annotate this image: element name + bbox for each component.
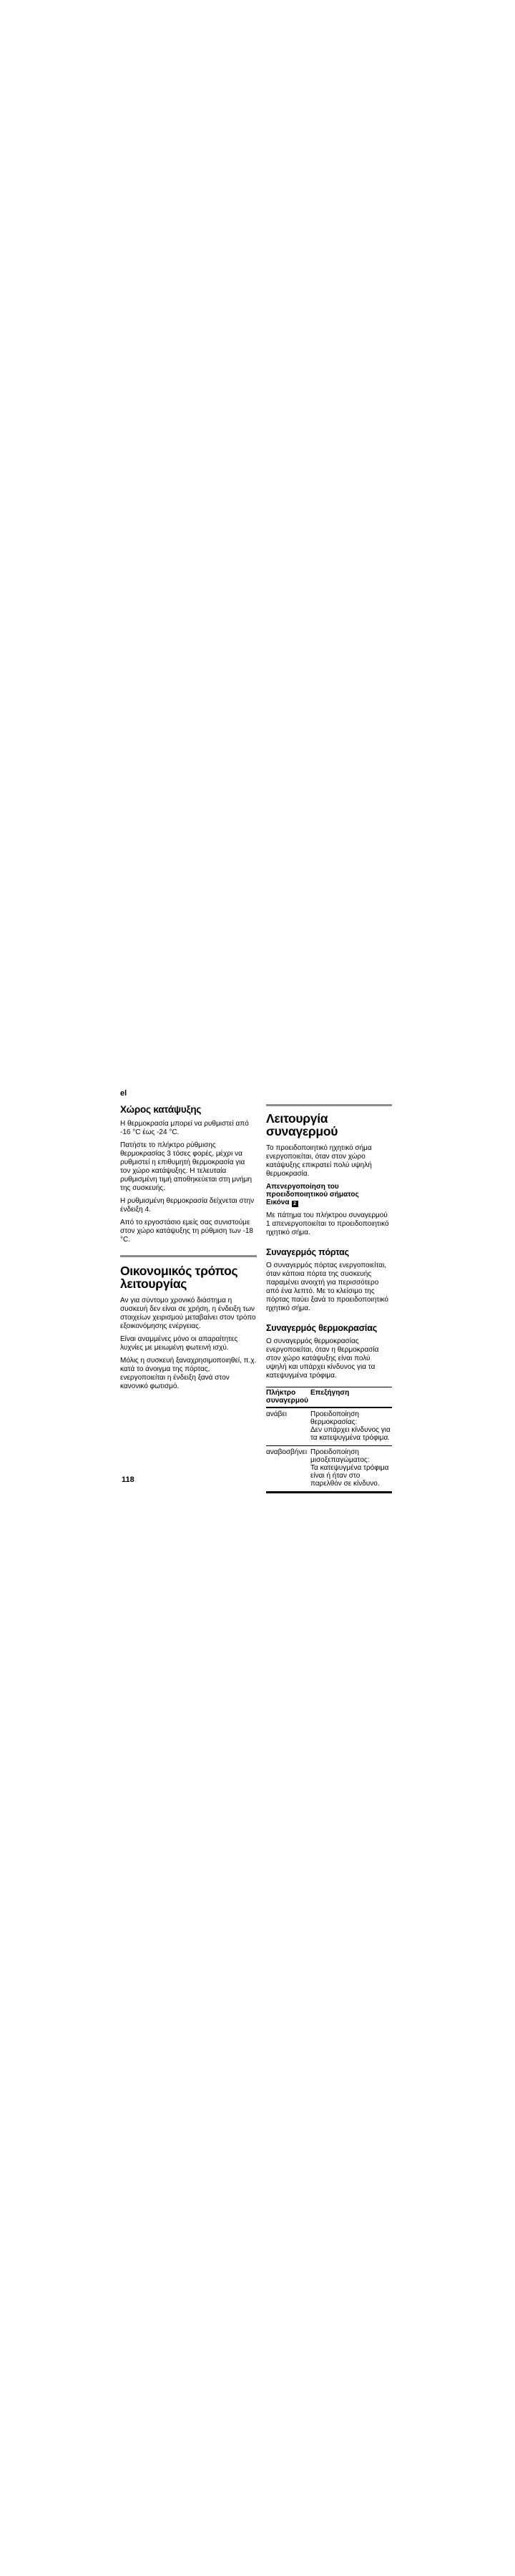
explanation-description: Τα κατεψυγμένα τρόφιμα είναι ή ήταν στο παρελθόν σε κίνδυνο. xyxy=(310,1464,389,1488)
table-cell-explanation xyxy=(310,1446,392,1493)
alarm-deactivation-subheading xyxy=(266,1183,392,1207)
alarm-deactivation-paragraph: Με πάτημα του πλήκτρου συναγερμού 1 απενεργοποιείται το προειδοποιητικό ηχητικό σήμα. xyxy=(266,1211,389,1236)
freezer-section-heading: Χώρος κατάψυξης xyxy=(120,1104,202,1115)
left-column xyxy=(120,1089,257,1395)
table-cell-state: αναβοσβήνει xyxy=(266,1446,310,1493)
table-header-row xyxy=(266,1387,392,1408)
explanation-description: Δεν υπάρχει κίνδυνος για τα κατεψυγμένα τρόφιμα. xyxy=(310,1426,391,1442)
table-cell-explanation xyxy=(310,1407,392,1446)
freezer-paragraph-3: Η ρυθμισμένη θερμοκρασία δείχνεται στην ένδειξη 4. xyxy=(120,1197,255,1214)
economy-paragraph-1: Αν για σύντομο χρονικό διάστημα η συσκευή δεν είναι σε χρήση, η ένδειξη των στοιχείων χειρισμού μεταβαίνει στον τρόπο εξοικονόμησης ενέργειας. xyxy=(120,1297,256,1330)
table-row xyxy=(266,1407,392,1446)
language-marker: el xyxy=(120,1089,127,1098)
alarm-button-table xyxy=(266,1387,392,1493)
freezer-paragraph-2: Πατήστε το πλήκτρο ρύθμισης θερμοκρασίας 3 τόσες φορές, μέχρι να ρυθμιστεί η επιθυμητή θερμοκρασία για τον χώρο κατάψυξης. Η τελευταία ρυθμισμένη τιμή αποθηκεύεται στη μνήμη της συσκευής. xyxy=(120,1141,252,1192)
door-alarm-paragraph: Ο συναγερμός πόρτας ενεργοποιείται, όταν κάποια πόρτα της συσκευής παραμένει ανοιχτή για περισσότερο από ένα λεπτό. Με το κλείσιμο της πόρτας παύει ξανά το προειδοποιητικό ηχητικό σήμα. xyxy=(266,1262,388,1312)
alarm-deactivation-subheading-line2: προειδοποιητικού σήματος xyxy=(266,1191,359,1199)
table-header-explanation: Επεξήγηση xyxy=(310,1387,392,1408)
figure-reference xyxy=(266,1199,392,1207)
table-row xyxy=(266,1446,392,1493)
temperature-alarm-paragraph: Ο συναγερμός θερμοκρασίας ενεργοποιείται, όταν η θερμοκρασία στον χώρο κατάψυξης είναι πολύ υψηλή και υπάρχει κίνδυνος για τα κατεψυγμένα τρόφιμα. xyxy=(266,1337,379,1380)
explanation-title: Προειδοποίηση μισοξεπαγώματος: xyxy=(310,1448,370,1464)
door-alarm-heading: Συναγερμός πόρτας xyxy=(266,1247,349,1257)
right-column xyxy=(266,1104,392,1493)
table-cell-state: ανάβει xyxy=(266,1407,310,1446)
alarm-deactivation-subheading-line1: Απενεργοποίηση του xyxy=(266,1183,339,1191)
section-divider-rule xyxy=(266,1104,392,1106)
table-header-alarm-button: Πλήκτρο συναγερμού xyxy=(266,1387,310,1408)
page-number: 118 xyxy=(122,1475,134,1484)
freezer-paragraph-1: Η θερμοκρασία μπορεί να ρυθμιστεί από -16 °C έως -24 °C. xyxy=(120,1120,249,1136)
section-divider-rule xyxy=(120,1255,257,1257)
economy-paragraph-3: Μόλις η συσκευή ξαναχρησιμοποιηθεί, π.χ. κατά το άνοιγμα της πόρτας, ενεργοποιείται η ένδειξη ξανά στον κανονικό φωτισμό. xyxy=(120,1357,257,1390)
freezer-paragraph-4: Από το εργοστάσιο εμείς σας συνιστούμε στον χώρο κατάψυξης τη ρύθμιση των -18 °C. xyxy=(120,1219,253,1244)
economy-paragraph-2: Είναι αναμμένες μόνο οι απαραίτητες λυχνίες με μειωμένη φωτεινή ισχύ. xyxy=(120,1335,238,1352)
figure-number-icon: 2 xyxy=(292,1201,298,1207)
explanation-title: Προειδοποίηση θερμοκρασίας: xyxy=(310,1410,359,1426)
economy-section-heading: Οικονομικός τρόπος λειτουργίας xyxy=(120,1264,238,1291)
figure-label: Εικόνα xyxy=(266,1199,290,1206)
alarm-intro-paragraph: Το προειδοποιητικό ηχητικό σήμα ενεργοποιείται, όταν στον χώρο κατάψυξης επικρατεί πολύ υψηλή θερμοκρασία. xyxy=(266,1144,372,1178)
alarm-section-heading: Λειτουργία συναγερμού xyxy=(266,1111,338,1138)
temperature-alarm-heading: Συναγερμός θερμοκρασίας xyxy=(266,1323,377,1333)
